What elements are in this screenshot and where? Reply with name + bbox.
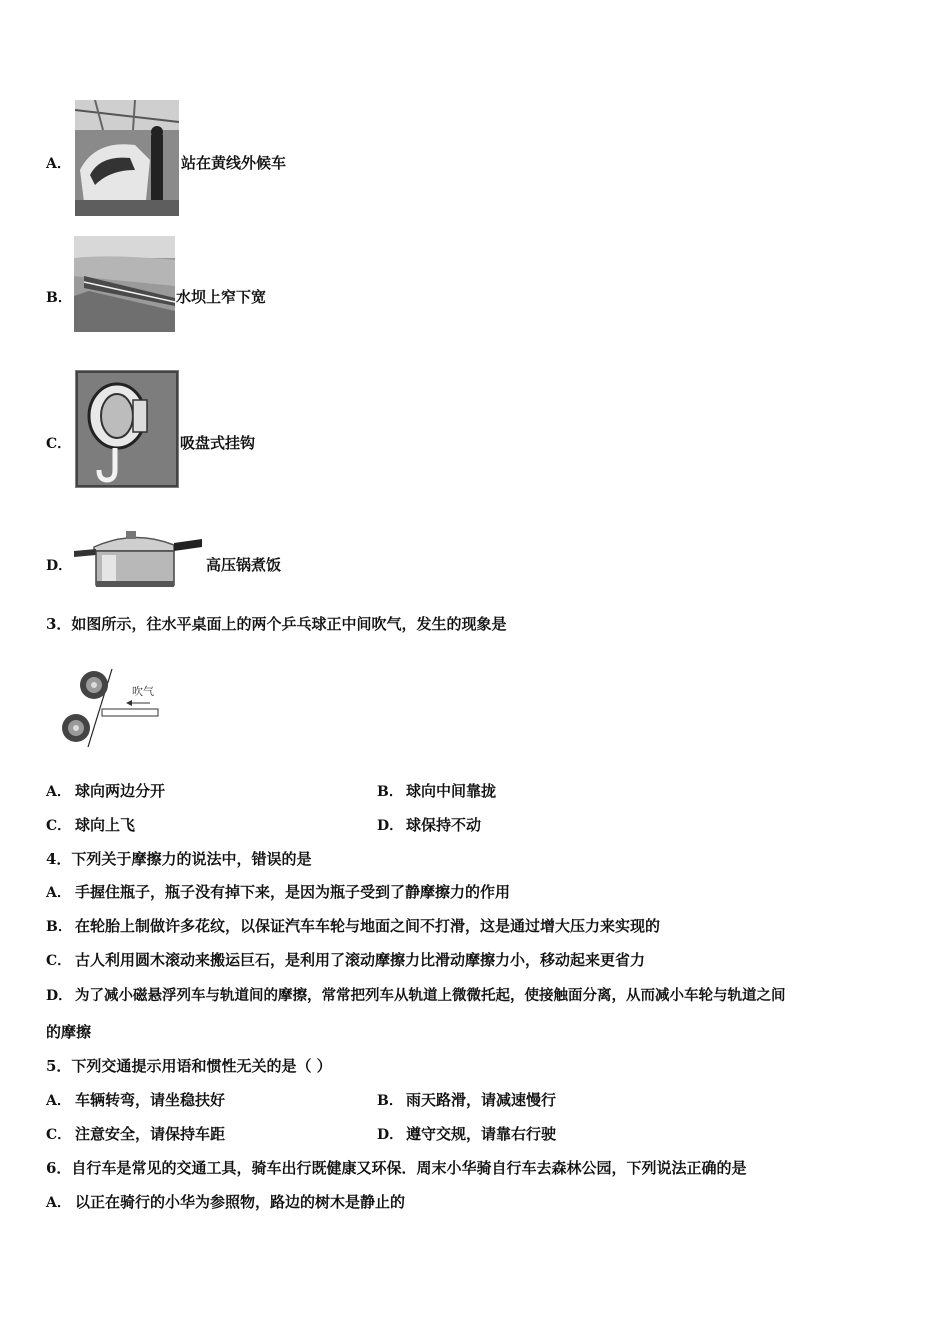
q5-option-b-text: 雨天路滑，请减速慢行 <box>406 1091 557 1109</box>
q5-option-d-text: 遵守交规，请靠右行驶 <box>406 1125 557 1143</box>
q5-option-c-letter: C． <box>46 1127 72 1143</box>
option-text: 水坝上窄下宽 <box>176 288 267 306</box>
q3-option-d-letter: D． <box>377 818 404 834</box>
q3-option-c-letter: C． <box>46 818 72 834</box>
q4-option-b-letter: B． <box>46 919 72 935</box>
q6-stem: 6．自行车是常见的交通工具，骑车出行既健康又环保．周末小华骑自行车去森林公园，下列说法正确的是 <box>46 1159 747 1177</box>
q4-stem: 4．下列关于摩擦力的说法中，错误的是 <box>46 850 312 868</box>
suction-hook-photo <box>75 370 179 488</box>
q4-option-c-text: 古人利用圆木滚动来搬运巨石，是利用了滚动摩擦力比滑动摩擦力小，移动起来更省力 <box>75 951 646 969</box>
option-text: 站在黄线外候车 <box>181 154 287 172</box>
q5-option-d-letter: D． <box>377 1127 404 1143</box>
q3-option-a-text: 球向两边分开 <box>75 782 166 800</box>
pressure-cooker-photo <box>74 525 204 589</box>
q4-option-d-continuation: 的摩擦 <box>46 1023 92 1041</box>
option-letter: D． <box>46 558 73 574</box>
ping-pong-figure <box>58 665 168 751</box>
dam-photo <box>74 236 175 332</box>
option-letter: B． <box>46 290 72 306</box>
q5-stem: 5．下列交通提示用语和惯性无关的是（ ） <box>46 1057 332 1075</box>
q4-option-a-letter: A． <box>46 885 71 901</box>
q4-option-c-letter: C． <box>46 953 72 969</box>
q4-option-d-text: 为了减小磁悬浮列车与轨道间的摩擦，常常把列车从轨道上微微托起，使接触面分离，从而减小车轮与轨道之间 <box>75 987 786 1004</box>
option-letter: A． <box>46 156 71 172</box>
q6-option-a-text: 以正在骑行的小华为参照物，路边的树木是静止的 <box>75 1193 406 1211</box>
q3-option-c-text: 球向上飞 <box>75 816 136 834</box>
q6-option-a-letter: A． <box>46 1195 71 1211</box>
q5-option-a-letter: A． <box>46 1093 71 1109</box>
q3-option-d-text: 球保持不动 <box>406 816 482 834</box>
train-platform-photo <box>75 100 179 216</box>
option-text: 吸盘式挂钩 <box>180 434 256 452</box>
q4-option-a-text: 手握住瓶子，瓶子没有掉下来，是因为瓶子受到了静摩擦力的作用 <box>75 883 511 901</box>
q4-option-d-letter: D． <box>46 988 73 1004</box>
q3-option-b-letter: B． <box>377 784 403 800</box>
q3-option-a-letter: A． <box>46 784 71 800</box>
q3-option-b-text: 球向中间靠拢 <box>406 782 497 800</box>
q3-stem: 3．如图所示，往水平桌面上的两个乒乓球正中间吹气，发生的现象是 <box>46 615 507 633</box>
q5-option-c-text: 注意安全，请保持车距 <box>75 1125 226 1143</box>
option-letter: C． <box>46 436 72 452</box>
q5-option-b-letter: B． <box>377 1093 403 1109</box>
option-text: 高压锅煮饭 <box>206 556 282 574</box>
q5-option-a-text: 车辆转弯，请坐稳扶好 <box>75 1091 226 1109</box>
q4-option-b-text: 在轮胎上制做许多花纹，以保证汽车车轮与地面之间不打滑，这是通过增大压力来实现的 <box>75 917 661 935</box>
figure-label: 吹气 <box>132 685 154 698</box>
